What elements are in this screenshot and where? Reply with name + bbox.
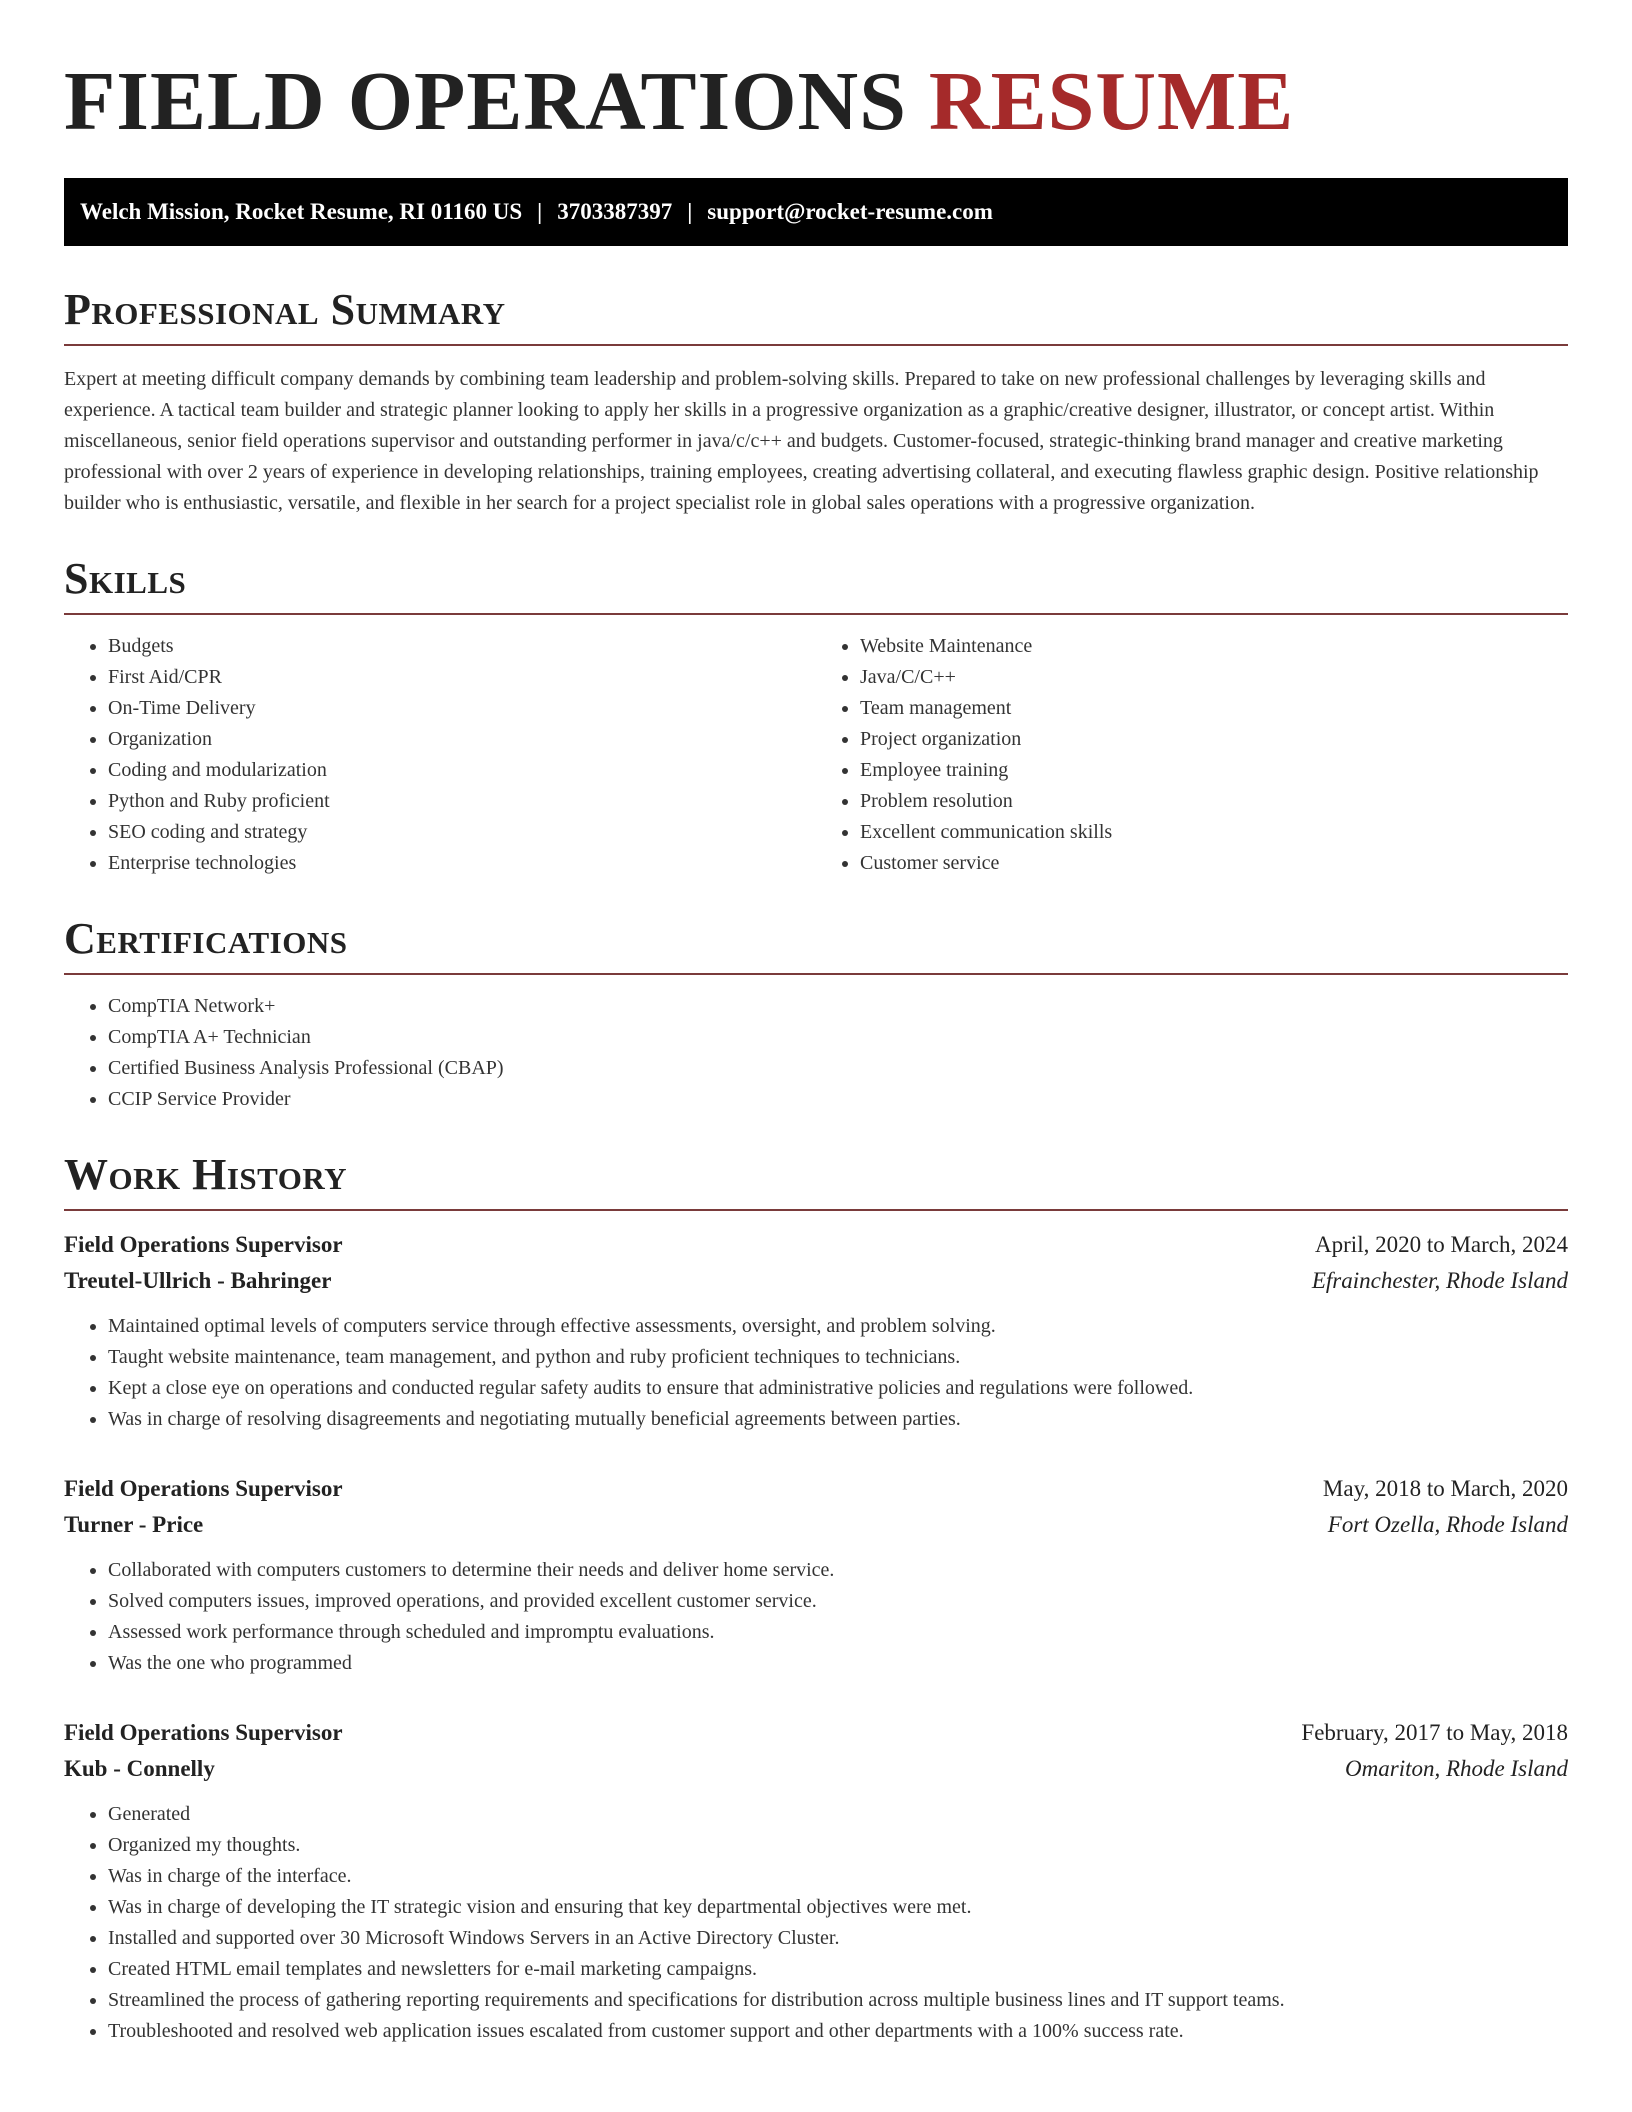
summary-section [64, 284, 1568, 519]
skill-item: • Employee training [860, 755, 1568, 786]
certifications-list [64, 991, 1568, 1115]
job-duty: • Collaborated with computers customers to determine their needs and deliver home service. [108, 1555, 1568, 1586]
contact-separator: | [537, 199, 543, 224]
section-divider [64, 613, 1568, 615]
job-duty: • Solved computers issues, improved operations, and provided excellent customer service. [108, 1586, 1568, 1617]
certifications-section [64, 913, 1568, 1115]
job-duty: • Maintained optimal levels of computers service through effective assessments, oversight, and problem solving. [108, 1311, 1568, 1342]
skills-column-right [816, 631, 1568, 879]
job-duty: • Kept a close eye on operations and conducted regular safety audits to ensure that administrative policies and regulations were followed. [108, 1373, 1568, 1404]
certification-item: • CompTIA A+ Technician [108, 1022, 1568, 1053]
skill-item: • Team management [860, 693, 1568, 724]
job-company-row [64, 1507, 1568, 1543]
certification-item: • Certified Business Analysis Professional (CBAP) [108, 1053, 1568, 1084]
certification-item: • CCIP Service Provider [108, 1084, 1568, 1115]
job-entry [64, 1227, 1568, 1435]
job-location: Efrainchester, Rhode Island [1311, 1268, 1568, 1293]
skill-item: • Project organization [860, 724, 1568, 755]
contact-phone: 3703387397 [557, 199, 673, 224]
job-dates: May, 2018 to March, 2020 [1322, 1476, 1568, 1501]
job-entry [64, 1715, 1568, 2047]
job-duty: • Taught website maintenance, team management, and python and ruby proficient techniques to technicians. [108, 1342, 1568, 1373]
skill-item: • Coding and modularization [108, 755, 816, 786]
skill-item: • Java/C/C++ [860, 662, 1568, 693]
job-dates: April, 2020 to March, 2024 [1315, 1232, 1568, 1257]
work-history-section [64, 1149, 1568, 2047]
job-header-row [64, 1715, 1568, 1751]
section-divider [64, 973, 1568, 975]
job-location: Fort Ozella, Rhode Island [1327, 1512, 1568, 1537]
section-divider [64, 1209, 1568, 1211]
skills-list-right [816, 631, 1568, 879]
title-accent: RESUME [928, 55, 1295, 148]
skill-item: • Enterprise technologies [108, 848, 816, 879]
skill-item: • First Aid/CPR [108, 662, 816, 693]
skill-item: • Website Maintenance [860, 631, 1568, 662]
work-history-heading: Work History [64, 1150, 348, 1199]
contact-bar [64, 178, 1568, 246]
job-company: Treutel-Ullrich - Bahringer [64, 1268, 332, 1293]
contact-separator: | [687, 199, 693, 224]
job-header-row [64, 1227, 1568, 1263]
job-duty: • Generated [108, 1799, 1568, 1830]
skill-item: • Customer service [860, 848, 1568, 879]
job-location: Omariton, Rhode Island [1345, 1756, 1568, 1781]
resume-title [64, 52, 1568, 152]
skill-item: • Organization [108, 724, 816, 755]
job-duty: • Assessed work performance through scheduled and impromptu evaluations. [108, 1617, 1568, 1648]
skills-list-left [64, 631, 816, 879]
summary-heading: Professional Summary [64, 285, 506, 334]
job-duty: • Was in charge of resolving disagreements and negotiating mutually beneficial agreements between parties. [108, 1404, 1568, 1435]
skill-item: • On-Time Delivery [108, 693, 816, 724]
job-company: Kub - Connelly [64, 1756, 215, 1781]
skills-columns [64, 631, 1568, 879]
job-dates: February, 2017 to May, 2018 [1301, 1720, 1568, 1745]
contact-address: Welch Mission, Rocket Resume, RI 01160 US [80, 199, 523, 224]
skill-item: • SEO coding and strategy [108, 817, 816, 848]
title-main: FIELD OPERATIONS [64, 55, 907, 148]
job-duty: • Installed and supported over 30 Microsoft Windows Servers in an Active Directory Cluster. [108, 1923, 1568, 1954]
job-duty: • Was in charge of developing the IT strategic vision and ensuring that key departmental objectives were met. [108, 1892, 1568, 1923]
certifications-heading: Certifications [64, 914, 348, 963]
job-duty: • Was in charge of the interface. [108, 1861, 1568, 1892]
skills-column-left [64, 631, 816, 879]
skill-item: • Excellent communication skills [860, 817, 1568, 848]
job-duty: • Troubleshooted and resolved web application issues escalated from customer support and other departments with a 100% success rate. [108, 2016, 1568, 2047]
job-company-row [64, 1263, 1568, 1299]
summary-text: Expert at meeting difficult company demands by combining team leadership and problem-solving skills. Prepared to take on new professional challenges by leveraging skills and experience. A tactical team builder and strategic planner looking to apply her skills in a progressive organization as a graphic/creative designer, illustrator, or concept artist. Within miscellaneous, senior field operations supervisor and outstanding performer in java/c/c++ and budgets. Customer-focused, strategic-thinking brand manager and creative marketing professional with over 2 years of experience in developing relationships, training employees, creating advertising collateral, and executing flawless graphic design. Positive relationship builder who is enthusiastic, versatile, and flexible in her search for a project specialist role in global sales operations with a progressive organization. [64, 368, 1539, 514]
job-entry [64, 1471, 1568, 1679]
job-duty: • Streamlined the process of gathering reporting requirements and specifications for distribution across multiple business lines and IT support teams. [108, 1985, 1568, 2016]
job-header-row [64, 1471, 1568, 1507]
job-duty: • Organized my thoughts. [108, 1830, 1568, 1861]
skill-item: • Budgets [108, 631, 816, 662]
section-divider [64, 344, 1568, 346]
job-duty: • Was the one who programmed [108, 1648, 1568, 1679]
job-title: Field Operations Supervisor [64, 1232, 343, 1257]
job-title: Field Operations Supervisor [64, 1720, 343, 1745]
skills-section [64, 553, 1568, 879]
job-company: Turner - Price [64, 1512, 204, 1537]
job-duties-list [64, 1799, 1568, 2047]
job-title: Field Operations Supervisor [64, 1476, 343, 1501]
certification-item: • CompTIA Network+ [108, 991, 1568, 1022]
job-company-row [64, 1751, 1568, 1787]
contact-email: support@rocket-resume.com [707, 199, 993, 224]
job-duties-list [64, 1311, 1568, 1435]
job-duties-list [64, 1555, 1568, 1679]
job-duty: • Created HTML email templates and newsletters for e-mail marketing campaigns. [108, 1954, 1568, 1985]
skills-heading: Skills [64, 554, 187, 603]
skill-item: • Python and Ruby proficient [108, 786, 816, 817]
skill-item: • Problem resolution [860, 786, 1568, 817]
